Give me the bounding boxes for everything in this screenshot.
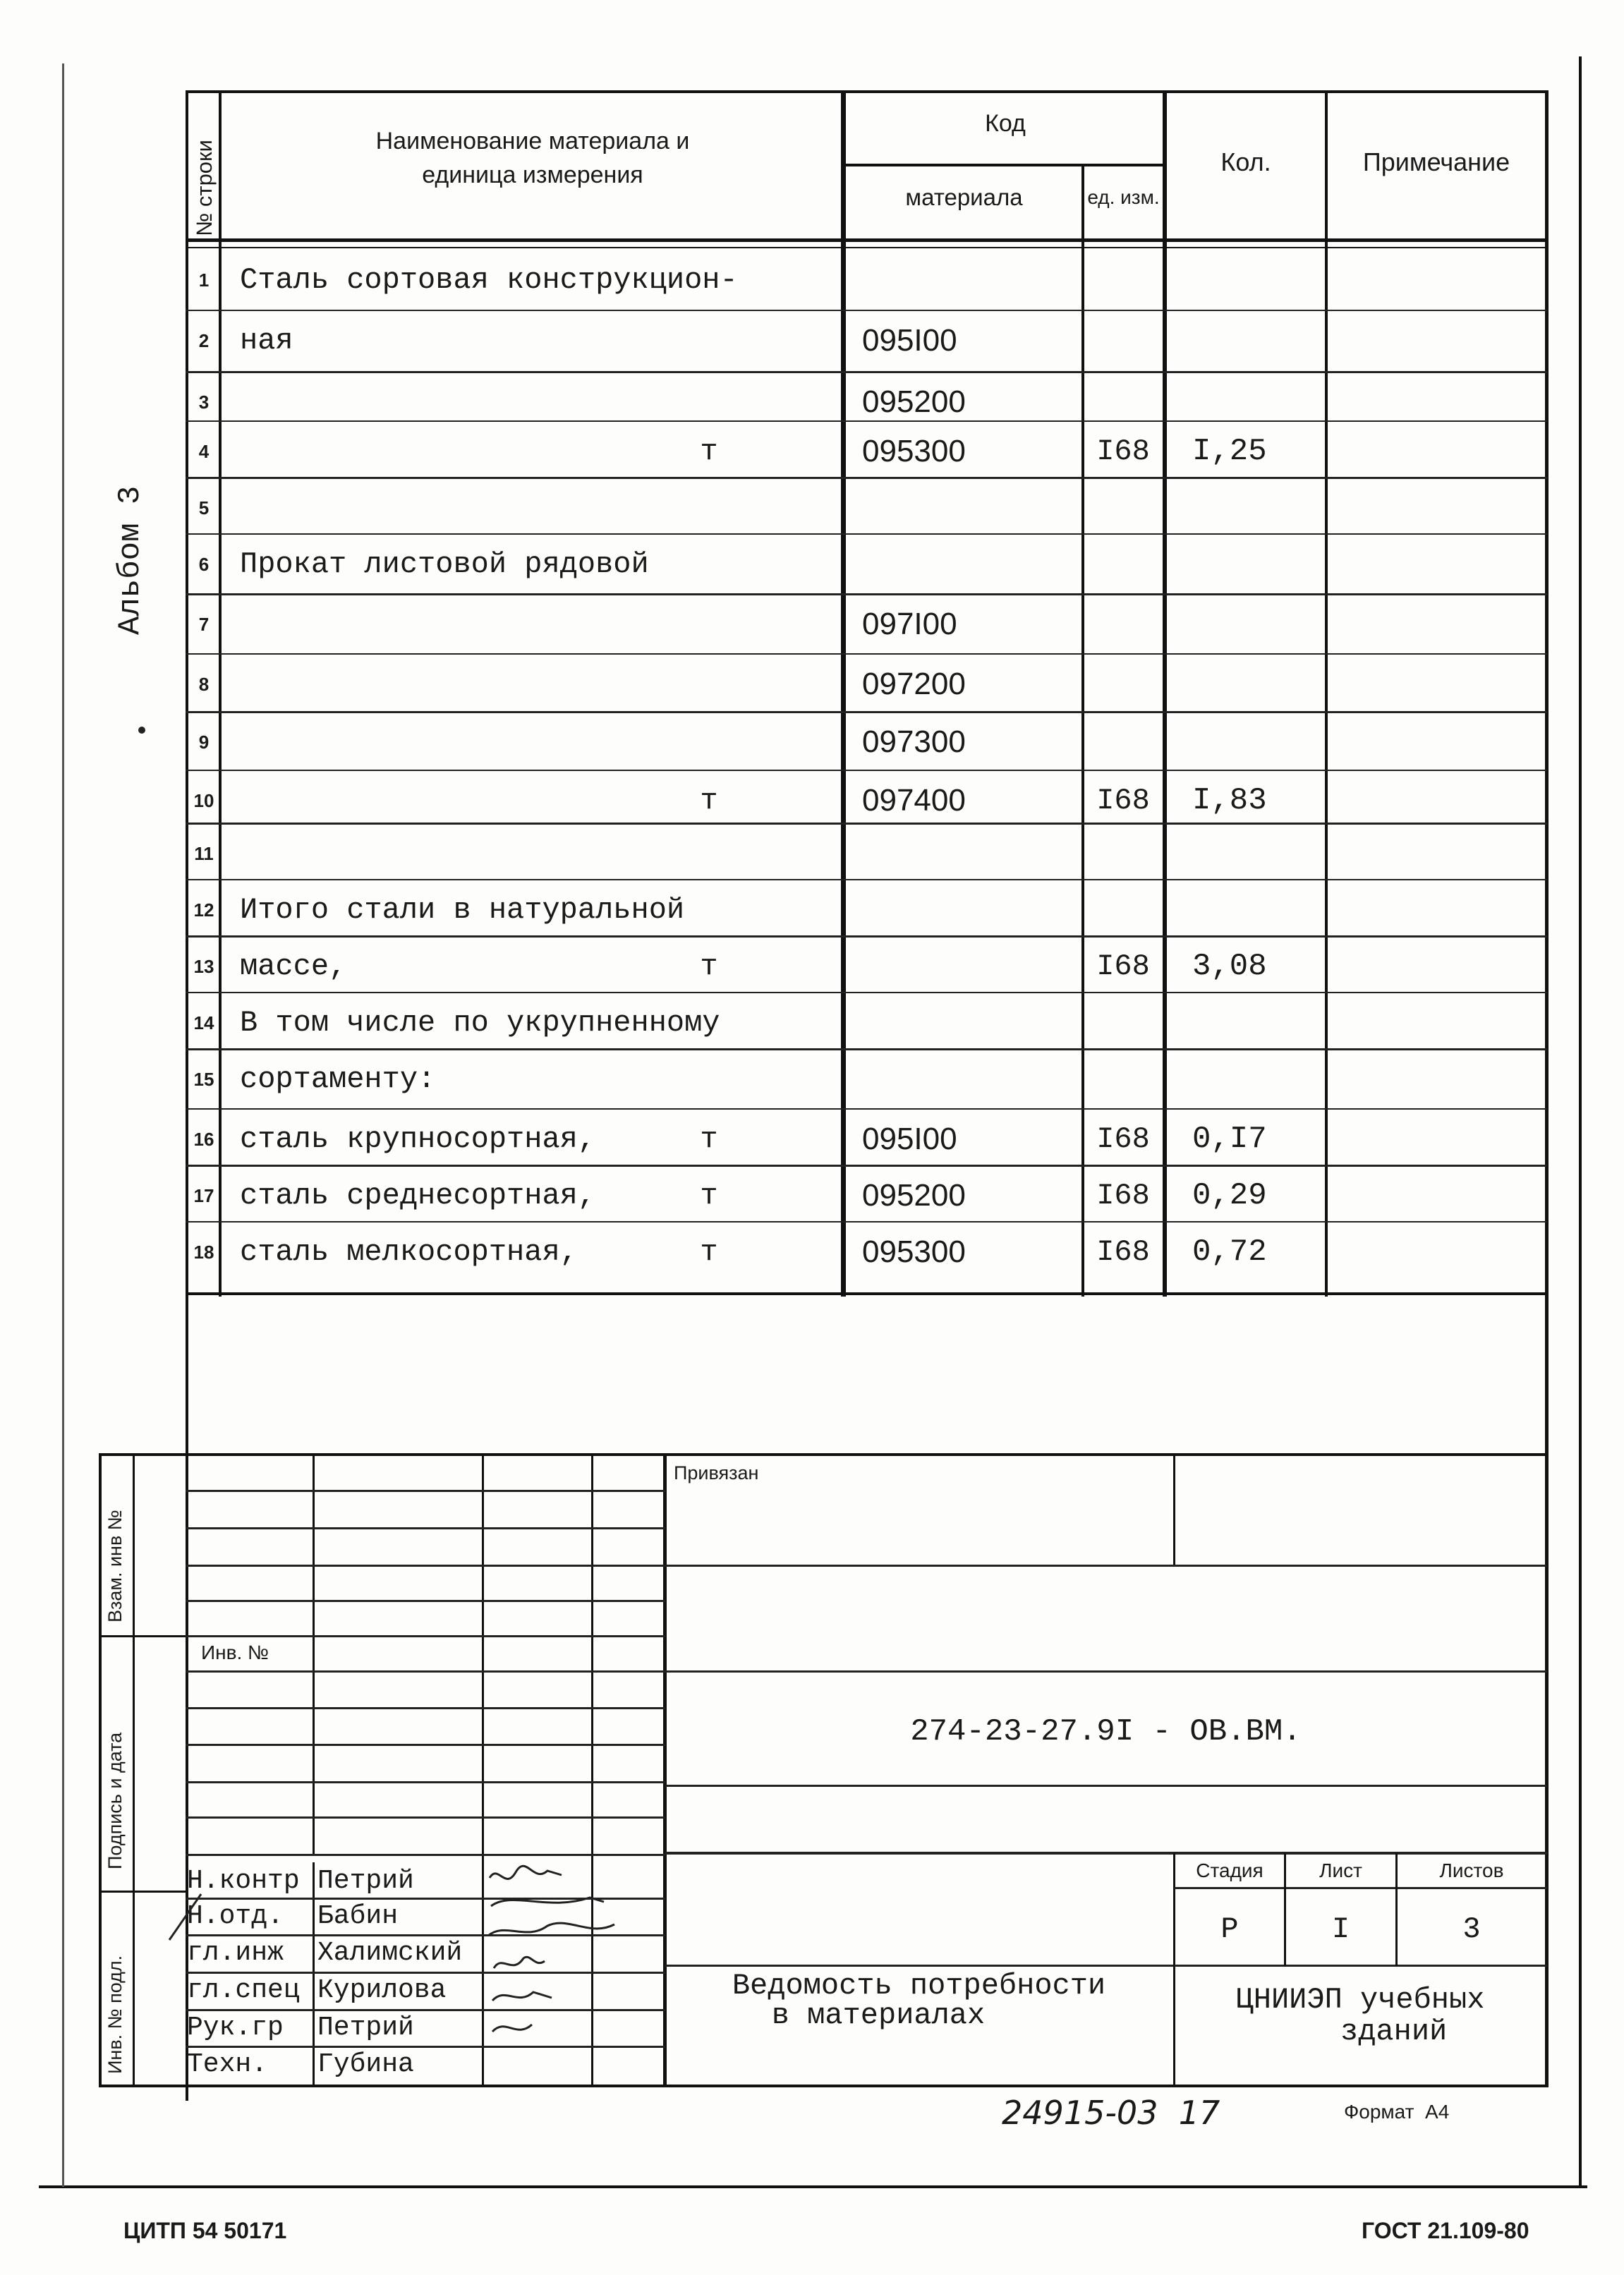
row-number: 9 [198,731,210,753]
row-separator [186,371,1547,373]
title-split-line [665,1965,1173,1967]
page-left-border [62,63,64,2187]
row-unit [688,536,730,593]
row-unit-code: I68 [1096,950,1150,983]
staff-name: Губина [317,2049,414,2080]
frame-right-line [1545,90,1549,2087]
privyazan-split-line [1173,1453,1175,1566]
row-unit [688,656,730,712]
row-unit-code [1084,252,1162,308]
stamp-h-d [665,1852,1547,1855]
row-code [862,480,1081,536]
col-line-code [841,90,846,1297]
row-number: 6 [198,553,210,575]
row-qty [1192,995,1323,1051]
staff-role: Н.отд. [187,1900,284,1931]
stage-value-line [1175,1965,1547,1967]
header-name-line1: Наименование материала и [375,127,690,154]
row-code [862,938,1081,995]
row-number: 7 [198,613,210,635]
row-qty [1192,252,1323,308]
row-unit-code: I68 [1096,784,1150,818]
footer-right: ГОСТ 21.109-80 [1362,2217,1529,2243]
row-unit-code [1084,536,1162,593]
stamp-left-line [99,1453,102,2086]
stamp-grid-line [186,1707,665,1709]
row-unit: т [700,950,718,983]
row-name: Сталь сортовая конструкцион- [240,263,738,297]
stamp-title-line1: Ведомость потребности [732,1969,1106,2003]
row-unit [688,714,730,770]
row-number: 8 [198,673,210,695]
row-separator [186,533,1547,535]
row-code: 097200 [862,667,966,701]
row-unit [688,313,730,369]
row-name: сталь среднесортная, [240,1179,596,1213]
row-qty [1192,596,1323,653]
row-code [862,995,1081,1051]
row-name: Прокат листовой рядовой [240,547,649,581]
staff-name: Бабин [317,1900,399,1931]
row-qty [1192,480,1323,536]
row-qty: I,83 [1192,783,1267,818]
row-number: 10 [193,789,214,811]
row-code: 095300 [862,434,966,468]
header-name-line2: единица измерения [422,161,643,188]
row-name: сталь мелкосортная, [240,1235,578,1269]
stamp-grid-v1b [313,1862,315,2086]
row-code: 095200 [862,384,966,419]
sheet-value: I [1331,1912,1350,1946]
stamp-bottom-line [99,2085,1549,2087]
header-bottom-line-2 [186,247,1547,248]
stamp-grid-line [186,1600,665,1602]
row-code: 097I00 [862,607,957,641]
stamp-top-line [99,1453,1549,1456]
row-qty: 0,72 [1192,1234,1267,1270]
row-separator [186,935,1547,938]
side-label-zam-inv: Взам. инв № [104,1510,126,1622]
row-name: В том числе по укрупненному [240,1006,720,1040]
side-label-podpis: Подпись и дата [104,1732,126,1869]
row-unit-code [1084,995,1162,1051]
row-code [862,882,1081,938]
staff-role: Техн. [187,2049,268,2080]
row-code [862,252,1081,308]
row-qty [1192,714,1323,770]
stamp-h-a [665,1565,1547,1567]
sheet-label: Лист [1319,1860,1362,1881]
row-unit: т [700,1122,718,1156]
row-name [240,656,840,712]
row-name: Итого стали в натуральной [240,893,685,927]
row-unit-code: I68 [1096,1179,1150,1213]
row-qty [1192,1051,1323,1108]
stamp-grid-line [186,1565,665,1567]
row-separator [186,823,1547,825]
row-name [240,480,840,536]
row-code: 097300 [862,724,966,759]
row-separator [186,477,1547,479]
handwritten-number: 24915-03 17 [1002,2094,1220,2132]
row-separator [186,310,1547,311]
row-name [240,374,840,430]
side-sep-1 [99,1635,187,1637]
row-number: 18 [193,1241,214,1263]
sheets-label: Листов [1439,1860,1504,1881]
row-unit-code [1084,825,1162,882]
row-code: 095I00 [862,323,957,358]
page-right-border [1579,56,1582,2187]
staff-name: Петрий [317,1865,414,1896]
row-unit [688,995,730,1051]
row-unit [688,882,730,938]
stage-header-line [1175,1887,1547,1889]
stamp-grid-line [186,1635,665,1637]
header-bottom-line [186,238,1547,242]
stamp-side-col-line [133,1453,135,2086]
stage-label: Стадия [1196,1860,1264,1881]
header-code-unit: ед. изм. [1087,186,1160,208]
staff-name: Петрий [317,2012,414,2043]
row-unit [688,480,730,536]
row-name [240,825,840,882]
row-separator [186,1165,1547,1167]
signatures [484,1862,639,2088]
row-qty [1192,313,1323,369]
row-unit: т [700,1179,718,1213]
row-qty [1192,374,1323,430]
row-unit-code [1084,1051,1162,1108]
diagonal-mark [162,1891,205,1947]
format-label: Формат А4 [1344,2101,1450,2123]
table-bottom-line [186,1292,1547,1295]
staff-name: Халимский [317,1937,463,1968]
stamp-grid-line [186,1744,665,1746]
bullet-mark [138,727,145,734]
row-code [862,1051,1081,1108]
stage-value: Р [1220,1912,1239,1946]
row-unit-code: I68 [1096,435,1150,468]
staff-role: гл.инж [187,1937,284,1968]
row-code [862,825,1081,882]
row-qty: 3,08 [1192,949,1267,984]
header-qty: Кол. [1220,147,1271,176]
row-qty: 0,29 [1192,1178,1267,1213]
row-number: 15 [193,1068,214,1090]
stamp-grid-v1 [313,1453,315,1855]
row-number: 1 [198,269,210,291]
row-name [240,714,840,770]
row-unit-code: I68 [1096,1235,1150,1269]
row-unit [688,1051,730,1108]
row-qty: I,25 [1192,434,1267,469]
staff-role: Рук.гр [187,2012,284,2043]
stamp-title-line2: в материалах [771,1998,986,2032]
row-unit-code [1084,480,1162,536]
page-bottom-border [39,2185,1587,2188]
row-unit-code: I68 [1096,1122,1150,1156]
stamp-h-b [665,1670,1547,1673]
header-row-no: № строки [192,140,217,236]
row-number: 17 [193,1184,214,1206]
row-qty: 0,I7 [1192,1122,1267,1157]
row-code: 097400 [862,783,966,818]
stamp-grid-line [186,1670,665,1673]
row-name: ная [240,324,293,358]
row-name [240,596,840,653]
row-number: 11 [194,842,214,864]
stamp-grid-line [186,1527,665,1529]
row-name [240,772,840,829]
row-unit: т [700,784,718,818]
row-separator [186,711,1547,713]
row-unit [688,596,730,653]
stamp-doc-code: 274-23-27.9I - ОВ.ВМ. [910,1714,1302,1749]
row-separator [186,1048,1547,1050]
col-line-note [1325,90,1328,1297]
row-number: 2 [198,329,210,351]
row-number: 3 [198,391,210,413]
row-separator [186,593,1547,595]
row-unit-code [1084,374,1162,430]
row-name: сталь крупносортная, [240,1122,596,1156]
org-line1: ЦНИИЭП учебных [1235,1983,1485,2017]
frame-top-line [186,90,1547,93]
stamp-grid-line [186,1854,665,1856]
row-separator [186,653,1547,655]
org-line2: зданий [1340,2015,1448,2049]
row-separator [186,1108,1547,1110]
row-qty [1192,536,1323,593]
sheets-value: 3 [1462,1912,1481,1946]
footer-left: ЦИТП 54 50171 [123,2217,287,2243]
row-name [240,423,840,480]
frame-left-line [186,90,188,2101]
header-code-material: материала [905,184,1023,210]
header-code: Код [985,109,1026,137]
side-label-inv-podl: Инв. № подл. [104,1955,126,2074]
row-number: 13 [193,955,214,977]
row-code [862,536,1081,593]
stamp-grid-line [186,1490,665,1492]
row-code: 095300 [862,1234,966,1269]
row-qty [1192,825,1323,882]
code-split-line [843,164,1164,166]
row-number: 12 [193,899,214,921]
row-unit: т [700,1235,718,1269]
row-unit-code [1084,714,1162,770]
row-qty [1192,882,1323,938]
row-separator [186,992,1547,993]
row-separator [186,420,1547,422]
row-name: сортаменту: [240,1062,436,1096]
row-separator [186,1221,1547,1223]
stamp-grid-line [186,1816,665,1819]
row-number: 16 [193,1128,214,1150]
staff-role: гл.спец [187,1974,300,2006]
row-unit-code [1084,656,1162,712]
header-note: Примечание [1362,147,1510,176]
col-line-rowno [219,90,222,1297]
row-unit [688,374,730,430]
row-qty [1192,656,1323,712]
row-separator [186,879,1547,880]
stamp-grid-line [186,1781,665,1783]
row-separator [186,770,1547,771]
stamp-privyazan: Привязан [674,1462,759,1484]
row-number: 5 [198,497,210,518]
row-unit-code [1084,596,1162,653]
row-number: 4 [198,440,210,462]
album-label: Альбом 3 [113,485,148,635]
row-name: массе, [240,950,347,983]
staff-role: Н.контр [187,1865,300,1896]
row-code: 095200 [862,1178,966,1213]
row-unit [688,252,730,308]
row-unit-code [1084,882,1162,938]
row-code: 095I00 [862,1122,957,1156]
row-unit [688,825,730,882]
stamp-h-c [665,1785,1547,1787]
stamp-inv-no: Инв. № [201,1642,269,1663]
staff-name: Курилова [317,1974,447,2006]
col-line-qty [1163,90,1167,1297]
row-unit: т [700,435,718,468]
row-number: 14 [193,1012,214,1033]
row-unit-code [1084,313,1162,369]
